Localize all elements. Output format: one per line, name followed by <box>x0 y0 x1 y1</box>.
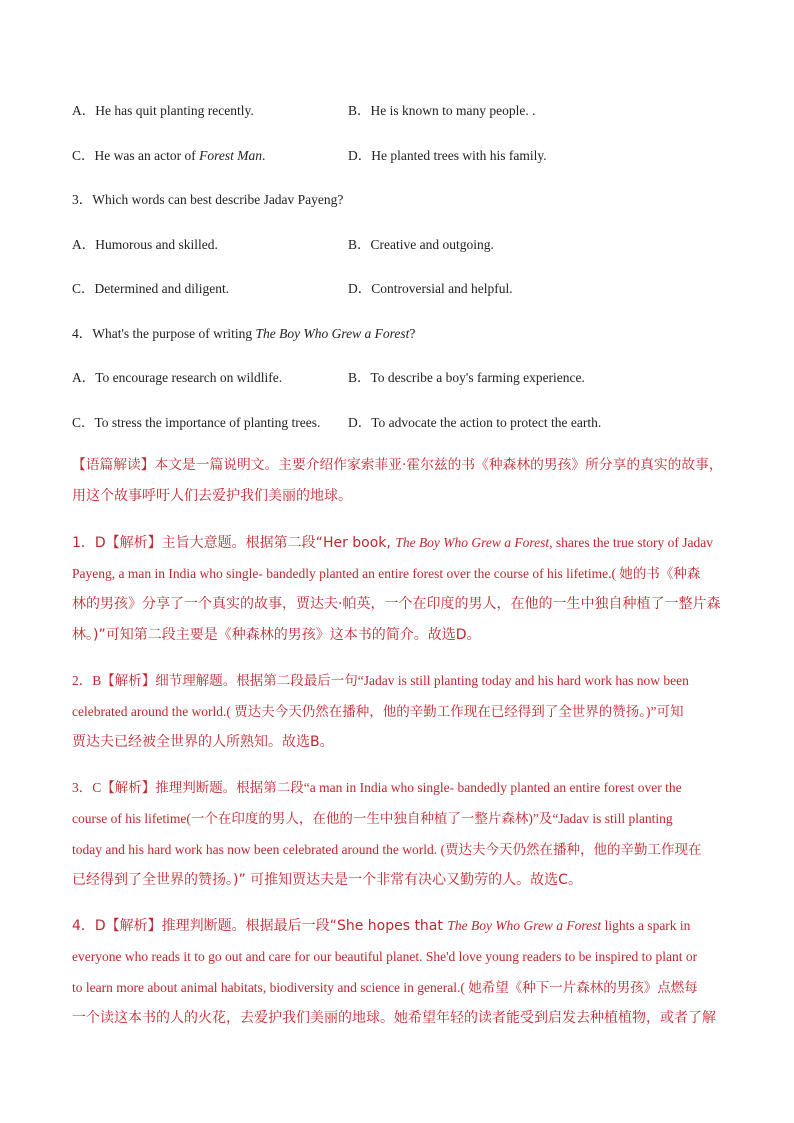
answer-1-line-1: 1．D【解析】主旨大意题。根据第二段“Her book, The Boy Who Grew a Forest, shares the true story of Jadav <box>72 535 713 551</box>
q4-option-b: B．To describe a boy's farming experience. <box>348 370 585 385</box>
q3-stem: 3．Which words can best describe Jadav Payeng? <box>72 192 344 207</box>
answer-4-line-3: to learn more about animal habitats, biodiversity and science in general.( 她希望《种下一片森林的男孩》点燃每 <box>72 980 698 995</box>
answer-3-line-2: course of his lifetime(一个在印度的男人，在他的一生中独自种植了一整片森林)”及“Jadav is still planting <box>72 811 673 826</box>
intro-line-2: 用这个故事呼吁人们去爱护我们美丽的地球。 <box>72 488 352 504</box>
answer-3-analysis <box>72 772 724 896</box>
answer-1-line-4: 林。)”可知第二段主要是《种森林的男孩》这本书的简介。故选D。 <box>72 627 481 643</box>
q4-stem: 4．What's the purpose of writing The Boy Who Grew a Forest? <box>72 326 416 341</box>
q3-option-d: D．Controversial and helpful. <box>348 281 513 296</box>
answer-4-line-2: everyone who reads it to go out and care for our beautiful planet. She'd love young readers to be inspired to plant or <box>72 949 698 964</box>
q4-option-c: C．To stress the importance of planting trees. <box>72 415 321 430</box>
intro-line-1: 【语篇解读】本文是一篇说明文。主要介绍作家索菲亚·霍尔兹的书《种森林的男孩》所分享的真实的故事， <box>72 457 723 473</box>
discourse-interpretation <box>72 450 724 512</box>
q3-option-a: A．Humorous and skilled. <box>72 237 218 252</box>
answer-4-line-1: 4．D【解析】推理判断题。根据最后一段“She hopes that The Boy Who Grew a Forest lights a spark in <box>72 918 691 934</box>
answer-4-analysis <box>72 910 724 1034</box>
q3-option-c: C．Determined and diligent. <box>72 281 230 296</box>
answer-1-line-3: 林的男孩》分享了一个真实的故事，贾达夫·帕英，一个在印度的男人，在他的一生中独自种植了一整片森 <box>72 596 721 612</box>
answer-2-analysis <box>72 665 724 758</box>
q3-option-b: B．Creative and outgoing. <box>348 237 494 252</box>
answer-2-line-2: celebrated around the world.( 贾达夫今天仍然在播种，他的辛勤工作现在已经得到了全世界的赞扬。)”可知 <box>72 704 684 719</box>
answer-1-line-2: Payeng, a man in India who single- bandedly planted an entire forest over the course of his lifetime.( 她的书《种森 <box>72 566 701 581</box>
answer-2-line-3: 贾达夫已经被全世界的人所熟知。故选B。 <box>72 734 334 750</box>
answer-3-line-4: 已经得到了全世界的赞扬。)” 可推知贾达夫是一个非常有决心又勤劳的人。故选C。 <box>72 872 582 888</box>
answer-2-line-1: 2．B【解析】细节理解题。根据第二段最后一句“Jadav is still planting today and his hard work has now been <box>72 673 689 688</box>
q2-option-d: D．He planted trees with his family. <box>348 148 547 163</box>
q2-option-b: B．He is known to many people. . <box>348 103 536 118</box>
q4-option-d: D．To advocate the action to protect the earth. <box>348 415 602 430</box>
answer-1-analysis <box>72 527 724 651</box>
q2-option-a: A．He has quit planting recently. <box>72 103 254 118</box>
answer-3-line-3: today and his hard work has now been celebrated around the world. (贾达夫今天仍然在播种，他的辛勤工作现在 <box>72 842 702 857</box>
q2-option-c: C．He was an actor of Forest Man. <box>72 148 266 163</box>
answer-4-line-4: 一个读这本书的人的火花，去爱护我们美丽的地球。她希望年轻的读者能受到启发去种植植物，或者了解 <box>72 1010 716 1026</box>
answer-3-line-1: 3．C【解析】推理判断题。根据第二段“a man in India who single- bandedly planted an entire forest over the <box>72 780 682 795</box>
q4-option-a: A．To encourage research on wildlife. <box>72 370 283 385</box>
